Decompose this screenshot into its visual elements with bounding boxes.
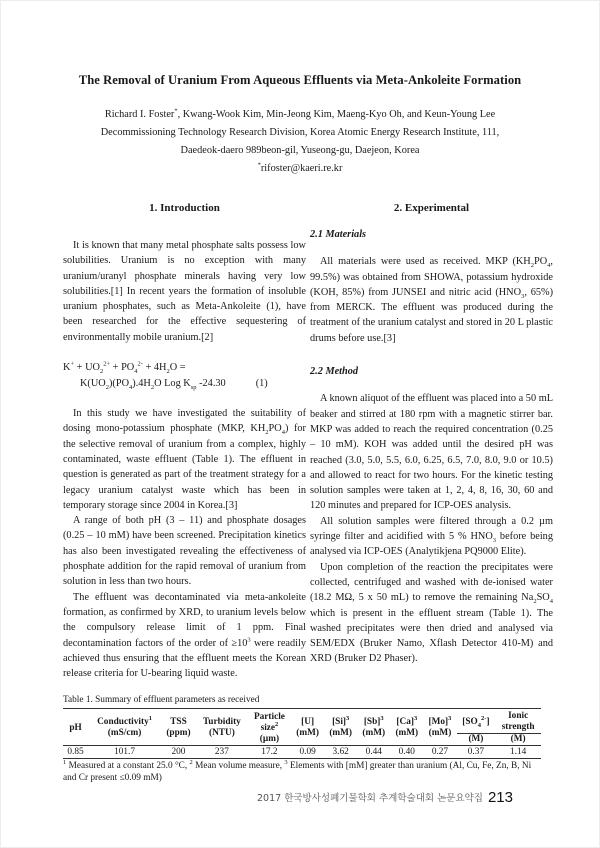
- author-block: [1, 106, 599, 178]
- intro-paragraph-3: A range of both pH (3 – 11) and phosphate dosages (0.25 – 10 mM) have been screened. Precipitation kinetics has also been investigated revealing the effectiveness of phosphate addition for the rapid removal of uranium from solution in less than two hours.: [63, 515, 306, 588]
- col-sb: $[Sb]^3$ (mM): [357, 709, 390, 746]
- intro-paragraph-2: In this study we have investigated the suitability of dosing mono-potassium phosphate (MKP, $KH_2PO_4$) for the selective removal of uranium from a complex, highly contaminated, waste effluent (Table 1). The effluent in question is generated as part of the treatment strategy for a legacy uranium catalyst waste which has been in temporary storage since 2004 in Korea.[3]: [63, 408, 306, 511]
- cell-ph: 0.85: [63, 746, 88, 759]
- col-so4-unit: (M): [457, 734, 496, 746]
- page-number: 213: [487, 789, 513, 806]
- proceedings-label: 2017 한국방사성폐기물학회 추계학술대회 논문요약집: [257, 793, 483, 804]
- col-ionic-strength: Ionic strength: [495, 709, 541, 734]
- cell-so4: 0.37: [457, 746, 496, 759]
- cell-conductivity: 101.7: [88, 746, 161, 759]
- col-tss: TSS (ppm): [161, 709, 196, 746]
- right-column: [310, 201, 553, 667]
- section-heading-introduction: 1. Introduction: [149, 202, 220, 214]
- col-ionic-unit: (M): [495, 734, 541, 746]
- cell-particle-size: 17.2: [248, 746, 291, 759]
- method-paragraph-1: A known aliquot of the effluent was placed into a 50 mL beaker and stirred at 180 rpm with a magnetic stirrer bar. MKP was added to reach the required concentration (0.25 – 10 mM). KOH was added until the desired pH was reached (3.0, 5.0, 5.5, 6.0, 6.25, 6.5, 7.0, 8.0, 9.0 or 10.5) and allowed to react for two hours. For the kinetic testing solution samples were taken at 1, 2, 4, 8, 16, 30, 60 and 120 minutes and prepared for ICP-OES analysis.: [310, 393, 553, 512]
- cell-mo: 0.27: [423, 746, 456, 759]
- affiliation-line-2: Daedeok-daero 989beon-gil, Yuseong-gu, Daejeon, Korea: [180, 145, 420, 156]
- col-ca: $[Ca]^3$ (mM): [390, 709, 423, 746]
- col-so4: $[SO_4^{2-}]$: [457, 709, 496, 734]
- col-u: [U] (mM): [291, 709, 324, 746]
- intro-paragraph-4: The effluent was decontaminated via meta-ankoleite formation, as confirmed by XRD, to uranium levels below the compulsory release limit of 1 ppm. Final decontamination factors of the order of $\ge 10^3$ were readily achieved thus ensuring that the effluent meets the Korean release criteria for U-bearing liquid waste.: [63, 591, 306, 680]
- col-si: $[Si]^3$ (mM): [324, 709, 357, 746]
- cell-si: 3.62: [324, 746, 357, 759]
- section-heading-experimental: 2. Experimental: [393, 202, 470, 214]
- cell-ca: 0.40: [390, 746, 423, 759]
- effluent-parameters-table: [63, 708, 541, 759]
- corresponding-email: *rifoster@kaeri.re.kr: [257, 161, 343, 174]
- cell-turbidity: 237: [196, 746, 248, 759]
- cell-u: 0.09: [291, 746, 324, 759]
- materials-paragraph: All materials were used as received. MKP ($KH_2PO_4$, 99.5%) was obtained from SHOWA, potassium hydroxide (KOH, 85%) from JUNSEI and nitric acid ($HNO_3$, 65%) from MERCK. The effluent was produced during the treatment of the uranium catalyst and stored in 20 L plastic drums before use.[3]: [310, 256, 553, 344]
- cell-tss: 200: [161, 746, 196, 759]
- affiliation-line-1: Decommissioning Technology Research Division, Korea Atomic Energy Research Institute, 111,: [100, 127, 500, 138]
- equation-number: (1): [255, 377, 268, 389]
- paper-title: The Removal of Uranium From Aqueous Effluents via Meta-Ankoleite Formation: [78, 73, 522, 87]
- col-mo: $[Mo]^3$ (mM): [423, 709, 456, 746]
- intro-paragraph-1: It is known that many metal phosphate salts possess low solubilities. Uranium is no exception with many uranium/uranyl phosphate minerals having very low solubilities.[1] In recent years the formation of insoluble uranium phosphates, such as Meta-Ankoleite (1), have been researched for the effective sequestering of environmentally mobile uranium.[2]: [63, 240, 306, 343]
- col-turbidity: Turbidity (NTU): [196, 709, 248, 746]
- table-row: [63, 746, 541, 759]
- subsection-heading-materials: 2.1 Materials: [310, 229, 367, 240]
- page-footer: [257, 789, 513, 806]
- cell-ionic-strength: 1.14: [495, 746, 541, 759]
- subsection-heading-method: 2.2 Method: [310, 366, 359, 378]
- equation-1: $K^+ + UO_2^{2+} + PO_4^{2-} + 4H_2O$ = $K(UO_2)(PO_4).4H_2O$ Log $K_{sp}$ -24.30 (1): [63, 360, 268, 391]
- col-ph: pH: [63, 709, 88, 746]
- method-paragraph-3: Upon completion of the reaction the precipitates were collected, centrifuged and washed with de-ionised water (18.2 MΩ, 5 x 50 mL) to remove the remaining $Na_2SO_4$ which is present in the effluent stream (Table 1). The washed precipitates were then dried and analysed via SEM/EDX (Bruker Namo, Xflash Detector 410-M) and XRD (Bruker D2 Phaser).: [310, 561, 553, 665]
- table-header-row: [63, 709, 541, 734]
- col-conductivity: Conductivity$^1$ (mS/cm): [88, 709, 161, 746]
- col-particle-size: Particle size$^2$ (µm): [248, 709, 291, 746]
- author-list: Richard I. Foster*, Kwang-Wook Kim, Min-Jeong Kim, Maeng-Kyo Oh, and Keun-Young Lee: [104, 107, 496, 120]
- table-footnote: $^1$ Measured at a constant 25.0 °C, $^2$ Mean volume measure, $^3$ Elements with [mM] greater than uranium (Al, Cu, Fe, Zn, B, Ni and Cr present ≤0.09 mM): [63, 758, 532, 783]
- left-column: [63, 201, 306, 681]
- method-paragraph-2: All solution samples were filtered through a 0.2 µm syringe filter and acidified with 5 % $HNO_3$ before being analysed via ICP-OES (Analytikjena PQ9000 Elite).: [310, 515, 553, 558]
- table-caption: Table 1. Summary of effluent parameters as received: [63, 695, 260, 705]
- table-1: [63, 695, 543, 784]
- cell-sb: 0.44: [357, 746, 390, 759]
